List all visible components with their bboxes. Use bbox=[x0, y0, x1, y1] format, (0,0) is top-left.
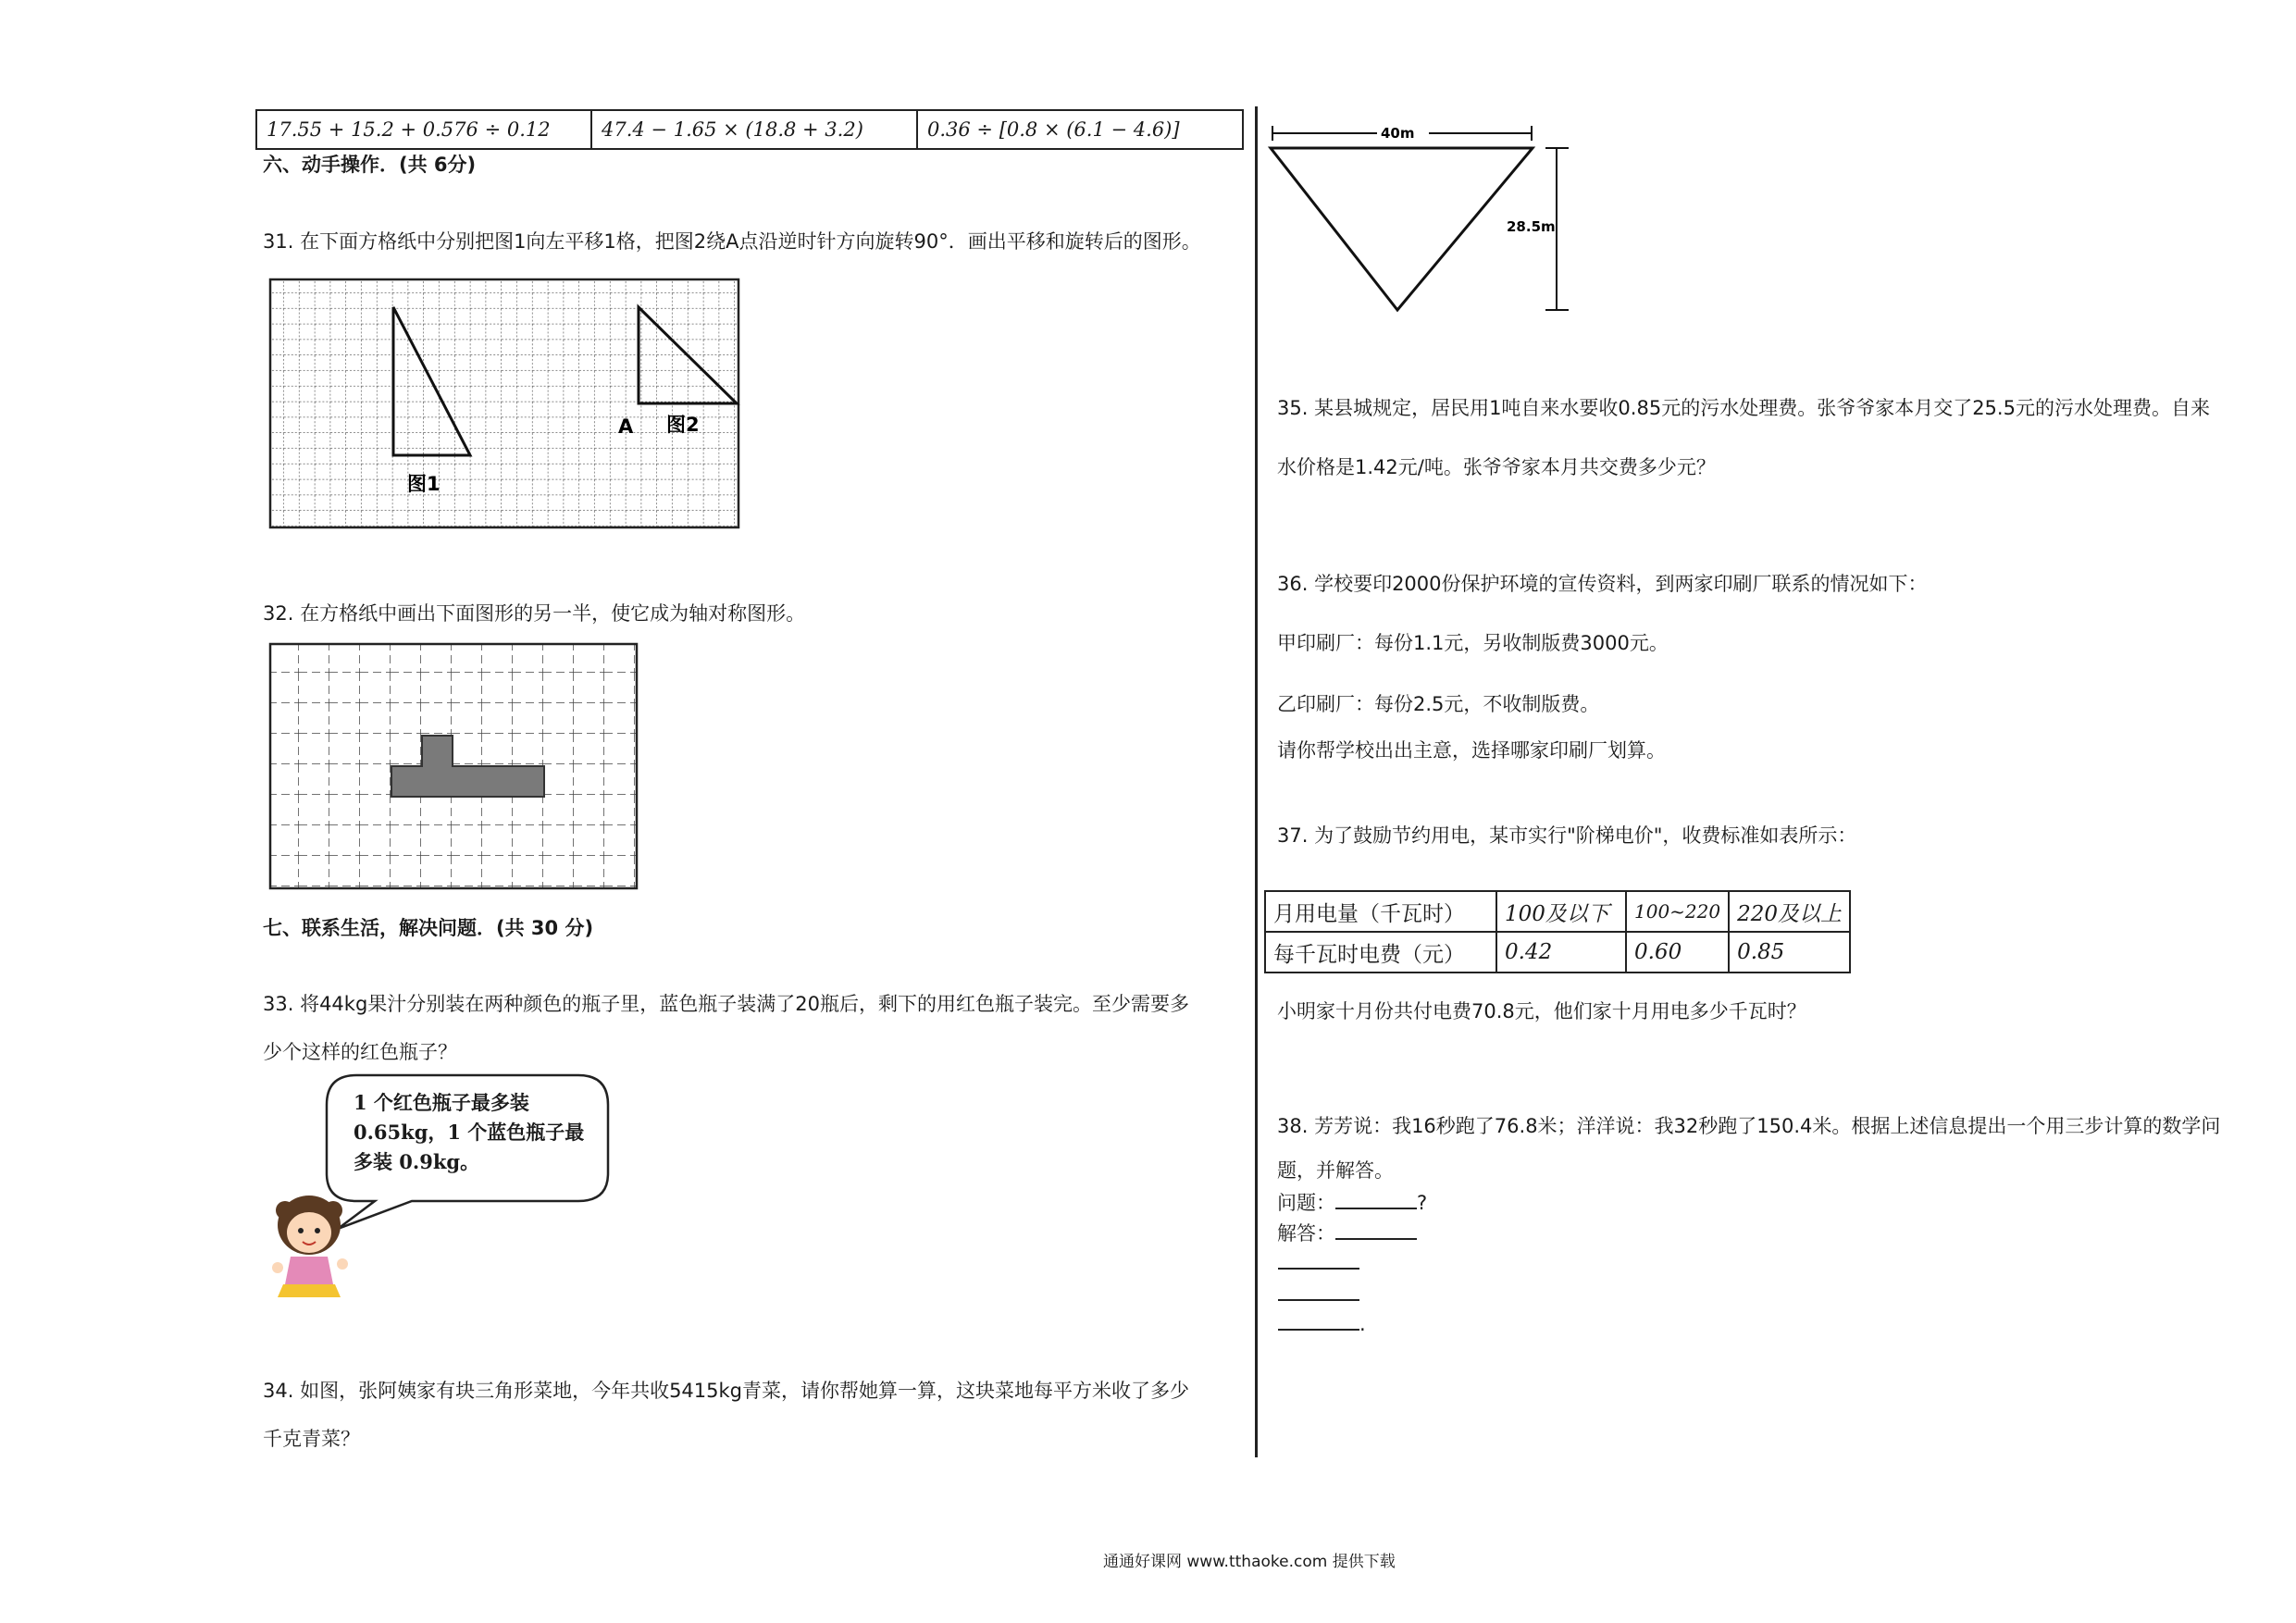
q31-label-a: A bbox=[618, 415, 634, 438]
q38-answer-row bbox=[1277, 1218, 1417, 1247]
q38-blank-row-3 bbox=[1278, 1308, 1366, 1338]
elec-row-price-label: 每千瓦时电费（元） bbox=[1265, 932, 1496, 973]
q36-line3: 乙印刷厂：每份2.5元，不收制版费。 bbox=[1277, 693, 1600, 715]
q35-line2: 水价格是1.42元/吨。张爷爷家本月共交费多少元？ bbox=[1277, 456, 1716, 478]
footer-text: 通通好课网 www.tthaoke.com 提供下载 bbox=[1103, 1553, 1396, 1571]
q32-text: 32. 在方格纸中画出下面图形的另一半，使它成为轴对称图形。 bbox=[263, 602, 806, 625]
q34-height-label: 28.5m bbox=[1507, 218, 1556, 235]
calc-cell-1: 17.55 + 15.2 + 0.576 ÷ 0.12 bbox=[256, 110, 591, 149]
q33-bubble-line1: 1 个红色瓶子最多装 bbox=[354, 1091, 529, 1114]
q37-line1: 37. 为了鼓励节约用电，某市实行"阶梯电价"，收费标准如表所示： bbox=[1277, 824, 1857, 847]
q33-bubble-text bbox=[354, 1088, 584, 1177]
q38-ask-end: ? bbox=[1417, 1192, 1428, 1214]
elec-header-tier2: 100~220 bbox=[1626, 891, 1729, 932]
q38-line2: 题，并解答。 bbox=[1277, 1159, 1394, 1182]
q38-answer-label: 解答： bbox=[1277, 1222, 1335, 1245]
q34-triangle bbox=[1271, 148, 1533, 310]
q34-triangle-figure bbox=[1268, 111, 1582, 324]
calc-cell-2: 47.4 − 1.65 × (18.8 + 3.2) bbox=[591, 110, 917, 149]
elec-header-usage: 月用电量（千瓦时） bbox=[1265, 891, 1496, 932]
q34-line1: 34. 如图，张阿姨家有块三角形菜地，今年共收5415kg青菜，请你帮她算一算，这块菜地每平方米收了多少 bbox=[263, 1380, 1190, 1402]
q31-label-fig1: 图1 bbox=[407, 473, 441, 495]
elec-price-tier3: 0.85 bbox=[1729, 932, 1850, 973]
q37-question: 小明家十月份共付电费70.8元，他们家十月用电多少千瓦时？ bbox=[1277, 1000, 1806, 1022]
section7-title: 七、联系生活，解决问题．(共 30 分) bbox=[263, 917, 594, 939]
q32-grid-figure bbox=[268, 642, 640, 892]
q34-line2: 千克青菜？ bbox=[263, 1428, 360, 1450]
q33-bubble-line3: 多装 0.9kg。 bbox=[354, 1150, 480, 1173]
elec-price-tier1: 0.42 bbox=[1496, 932, 1626, 973]
electricity-table bbox=[1264, 890, 1851, 973]
q33-line2: 少个这样的红色瓶子？ bbox=[263, 1041, 457, 1063]
elec-header-tier3: 220及以上 bbox=[1729, 891, 1850, 932]
q33-line1: 33. 将44kg果汁分别装在两种颜色的瓶子里，蓝色瓶子装满了20瓶后，剩下的用红色瓶子装完。至少需要多 bbox=[263, 993, 1190, 1015]
q38-period: . bbox=[1359, 1313, 1366, 1335]
calc-cell-3: 0.36 ÷ [0.8 × (6.1 − 4.6)] bbox=[917, 110, 1243, 149]
q36-line4: 请你帮学校出出主意，选择哪家印刷厂划算。 bbox=[1277, 739, 1666, 762]
q31-label-fig2: 图2 bbox=[666, 414, 700, 436]
q38-line1: 38. 芳芳说：我16秒跑了76.8米；洋洋说：我32秒跑了150.4米。根据上述信息提出一个用三步计算的数学问 bbox=[1277, 1115, 2221, 1137]
section6-title: 六、动手操作．(共 6分) bbox=[263, 154, 477, 176]
q31-grid-figure bbox=[268, 278, 742, 531]
q35-line1: 35. 某县城规定，居民用1吨自来水要收0.85元的污水处理费。张爷爷家本月交了25.5元的污水处理费。自来 bbox=[1277, 397, 2210, 419]
girl-illustration bbox=[265, 1184, 357, 1305]
q38-question-row bbox=[1277, 1187, 1427, 1217]
q34-base-label: 40m bbox=[1381, 125, 1415, 142]
q38-blank-line-1[interactable] bbox=[1278, 1268, 1359, 1270]
q36-line1: 36. 学校要印2000份保护环境的宣传资料，到两家印刷厂联系的情况如下： bbox=[1277, 573, 1928, 595]
q38-answer-blank[interactable] bbox=[1335, 1218, 1417, 1240]
elec-header-tier1: 100及以下 bbox=[1496, 891, 1626, 932]
elec-price-tier2: 0.60 bbox=[1626, 932, 1729, 973]
q38-blank-line-2[interactable] bbox=[1278, 1299, 1359, 1301]
q36-line2: 甲印刷厂：每份1.1元，另收制版费3000元。 bbox=[1277, 632, 1669, 654]
q31-text: 31. 在下面方格纸中分别把图1向左平移1格，把图2绕A点沿逆时针方向旋转90°．画出平移和旋转后的图形。 bbox=[263, 230, 1201, 253]
calc-table bbox=[255, 109, 1244, 150]
q38-blank-line-3[interactable] bbox=[1278, 1308, 1359, 1331]
q33-bubble-line2: 0.65kg，1 个蓝色瓶子最 bbox=[354, 1121, 585, 1144]
column-divider bbox=[1255, 106, 1258, 1457]
q38-ask-label: 问题： bbox=[1277, 1192, 1335, 1214]
q38-question-blank[interactable] bbox=[1335, 1187, 1417, 1209]
